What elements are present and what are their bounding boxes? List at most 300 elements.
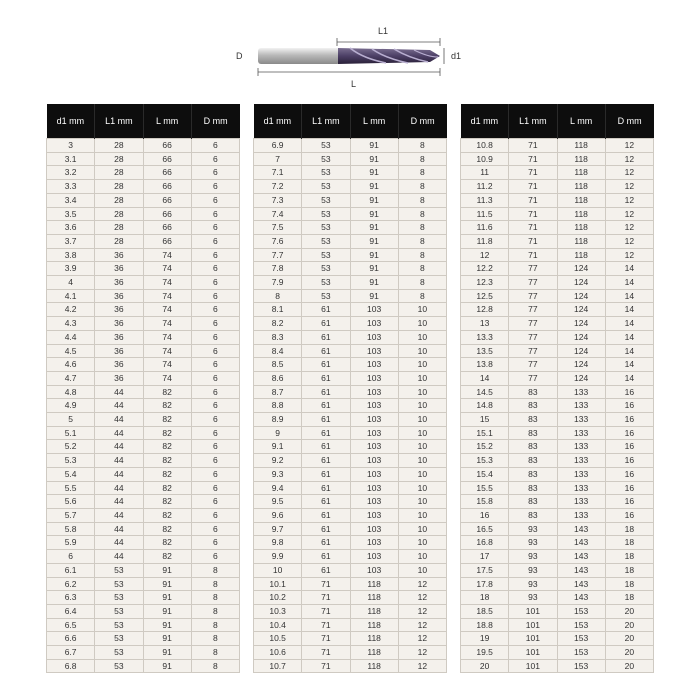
table-cell: 36	[95, 344, 143, 358]
table-row	[254, 166, 447, 180]
table-cell: 12	[398, 591, 446, 605]
table-cell: 118	[557, 193, 605, 207]
label-d: D	[236, 51, 243, 61]
table-row	[47, 330, 240, 344]
table-cell: 4.5	[47, 344, 95, 358]
table-cell: 10.5	[254, 632, 302, 646]
table-cell: 61	[302, 426, 350, 440]
table-cell: 61	[302, 495, 350, 509]
table-cell: 15.2	[461, 440, 509, 454]
table-cell: 6.2	[47, 577, 95, 591]
table-cell: 11.3	[461, 193, 509, 207]
table-cell: 91	[143, 646, 191, 660]
table-row	[254, 467, 447, 481]
table-cell: 28	[95, 234, 143, 248]
table-row	[461, 591, 654, 605]
table-cell: 77	[509, 358, 557, 372]
table-row	[461, 221, 654, 235]
table-cell: 44	[95, 467, 143, 481]
table-cell: 74	[143, 330, 191, 344]
table-cell: 91	[143, 604, 191, 618]
table-cell: 61	[302, 303, 350, 317]
table-row	[47, 317, 240, 331]
table-row	[461, 618, 654, 632]
table-cell: 44	[95, 536, 143, 550]
table-cell: 77	[509, 262, 557, 276]
table-cell: 8	[398, 289, 446, 303]
table-cell: 82	[143, 454, 191, 468]
table-row	[461, 276, 654, 290]
table-cell: 14	[605, 276, 653, 290]
table-cell: 16	[461, 508, 509, 522]
table-cell: 3.3	[47, 180, 95, 194]
table-cell: 3.2	[47, 166, 95, 180]
table-cell: 10.9	[461, 152, 509, 166]
table-cell: 82	[143, 413, 191, 427]
table-row	[254, 454, 447, 468]
table-row	[47, 659, 240, 673]
table-cell: 3.9	[47, 262, 95, 276]
column-header: d1 mm	[254, 104, 302, 139]
table-cell: 8	[398, 276, 446, 290]
table-cell: 118	[350, 646, 398, 660]
table-cell: 71	[509, 139, 557, 153]
table-row	[254, 234, 447, 248]
table-cell: 36	[95, 330, 143, 344]
table-row	[254, 563, 447, 577]
table-cell: 118	[350, 659, 398, 673]
table-row	[461, 317, 654, 331]
table-cell: 10	[398, 358, 446, 372]
label-l1: L1	[378, 26, 389, 36]
table-cell: 153	[557, 646, 605, 660]
table-row	[47, 385, 240, 399]
table-cell: 71	[509, 166, 557, 180]
table-cell: 10.2	[254, 591, 302, 605]
table-cell: 6.7	[47, 646, 95, 660]
table-cell: 28	[95, 166, 143, 180]
table-cell: 6	[191, 289, 239, 303]
table-cell: 8	[191, 563, 239, 577]
table-cell: 53	[302, 139, 350, 153]
table-cell: 53	[302, 248, 350, 262]
table-cell: 101	[509, 604, 557, 618]
table-row	[47, 481, 240, 495]
table-row	[461, 385, 654, 399]
table-cell: 103	[350, 330, 398, 344]
table-cell: 71	[302, 577, 350, 591]
table-row	[254, 591, 447, 605]
table-cell: 10	[398, 536, 446, 550]
table-cell: 103	[350, 508, 398, 522]
table-cell: 66	[143, 180, 191, 194]
table-cell: 8	[398, 152, 446, 166]
table-cell: 91	[350, 193, 398, 207]
table-cell: 71	[302, 618, 350, 632]
table-cell: 6	[191, 522, 239, 536]
table-cell: 91	[350, 262, 398, 276]
table-cell: 5.6	[47, 495, 95, 509]
table-cell: 18.5	[461, 604, 509, 618]
table-cell: 9.7	[254, 522, 302, 536]
drill-diagram	[0, 0, 700, 100]
table-cell: 36	[95, 248, 143, 262]
table-row	[47, 440, 240, 454]
table-row	[254, 426, 447, 440]
table-row	[47, 413, 240, 427]
table-cell: 3	[47, 139, 95, 153]
table-row	[254, 399, 447, 413]
table-cell: 6	[191, 221, 239, 235]
table-cell: 61	[302, 550, 350, 564]
table-cell: 10	[398, 317, 446, 331]
table-cell: 44	[95, 426, 143, 440]
table-cell: 3.6	[47, 221, 95, 235]
table-cell: 6	[191, 426, 239, 440]
table-cell: 44	[95, 522, 143, 536]
table-cell: 14	[605, 317, 653, 331]
table-cell: 9.8	[254, 536, 302, 550]
table-cell: 12	[398, 618, 446, 632]
table-cell: 53	[302, 234, 350, 248]
table-row	[47, 550, 240, 564]
table-cell: 14	[605, 344, 653, 358]
table-cell: 12	[605, 152, 653, 166]
table-cell: 61	[302, 454, 350, 468]
table-cell: 71	[509, 180, 557, 194]
table-row	[47, 248, 240, 262]
table-cell: 4.7	[47, 371, 95, 385]
table-cell: 103	[350, 358, 398, 372]
table-cell: 18	[605, 522, 653, 536]
table-row	[47, 632, 240, 646]
spec-table-1	[46, 104, 240, 673]
table-cell: 9.5	[254, 495, 302, 509]
spec-table-3	[460, 104, 654, 673]
table-cell: 133	[557, 467, 605, 481]
table-cell: 8	[191, 577, 239, 591]
table-cell: 103	[350, 371, 398, 385]
table-cell: 10	[398, 371, 446, 385]
table-row	[254, 221, 447, 235]
table-cell: 7.2	[254, 180, 302, 194]
table-cell: 6	[191, 358, 239, 372]
table-cell: 77	[509, 303, 557, 317]
table-cell: 11	[461, 166, 509, 180]
table-cell: 3.4	[47, 193, 95, 207]
table-cell: 143	[557, 577, 605, 591]
table-cell: 53	[95, 632, 143, 646]
table-cell: 44	[95, 385, 143, 399]
table-row	[254, 385, 447, 399]
table-row	[47, 139, 240, 153]
table-cell: 15.1	[461, 426, 509, 440]
table-cell: 53	[95, 563, 143, 577]
table-cell: 10	[398, 330, 446, 344]
table-cell: 91	[350, 166, 398, 180]
table-cell: 8.6	[254, 371, 302, 385]
table-cell: 13.8	[461, 358, 509, 372]
table-cell: 53	[95, 577, 143, 591]
table-cell: 103	[350, 426, 398, 440]
table-cell: 18	[605, 536, 653, 550]
table-cell: 44	[95, 481, 143, 495]
table-cell: 5.3	[47, 454, 95, 468]
table-cell: 82	[143, 440, 191, 454]
table-row	[254, 193, 447, 207]
table-cell: 12	[605, 248, 653, 262]
spec-table-2	[253, 104, 447, 673]
table-cell: 15.8	[461, 495, 509, 509]
column-header: L1 mm	[509, 104, 557, 139]
table-cell: 66	[143, 166, 191, 180]
table-cell: 71	[302, 604, 350, 618]
table-cell: 9.4	[254, 481, 302, 495]
table-cell: 61	[302, 344, 350, 358]
table-cell: 124	[557, 262, 605, 276]
table-row	[254, 632, 447, 646]
table-row	[254, 344, 447, 358]
table-cell: 103	[350, 399, 398, 413]
table-cell: 8.8	[254, 399, 302, 413]
table-cell: 10.3	[254, 604, 302, 618]
table-cell: 36	[95, 358, 143, 372]
table-cell: 20	[605, 659, 653, 673]
table-cell: 7.9	[254, 276, 302, 290]
table-cell: 82	[143, 508, 191, 522]
table-cell: 61	[302, 399, 350, 413]
table-cell: 5.1	[47, 426, 95, 440]
table-cell: 10	[398, 508, 446, 522]
table-cell: 91	[143, 591, 191, 605]
table-cell: 12.8	[461, 303, 509, 317]
table-cell: 82	[143, 522, 191, 536]
table-cell: 16.5	[461, 522, 509, 536]
table-row	[461, 563, 654, 577]
table-cell: 83	[509, 467, 557, 481]
table-row	[47, 221, 240, 235]
table-cell: 61	[302, 467, 350, 481]
table-cell: 16	[605, 440, 653, 454]
table-cell: 12	[605, 139, 653, 153]
table-cell: 124	[557, 344, 605, 358]
table-cell: 83	[509, 508, 557, 522]
table-row	[254, 495, 447, 509]
table-row	[461, 413, 654, 427]
table-cell: 83	[509, 481, 557, 495]
table-cell: 124	[557, 371, 605, 385]
table-cell: 44	[95, 550, 143, 564]
table-cell: 93	[509, 577, 557, 591]
table-cell: 8	[398, 166, 446, 180]
label-l: L	[351, 79, 357, 89]
table-cell: 93	[509, 536, 557, 550]
table-cell: 53	[302, 207, 350, 221]
table-cell: 53	[95, 591, 143, 605]
table-cell: 14	[605, 330, 653, 344]
table-cell: 28	[95, 180, 143, 194]
table-cell: 12	[605, 207, 653, 221]
table-cell: 66	[143, 234, 191, 248]
table-cell: 133	[557, 481, 605, 495]
table-cell: 12	[605, 221, 653, 235]
table-cell: 6.1	[47, 563, 95, 577]
table-cell: 6.5	[47, 618, 95, 632]
table-row	[254, 180, 447, 194]
table-cell: 6	[191, 467, 239, 481]
table-cell: 6	[191, 508, 239, 522]
table-cell: 118	[557, 166, 605, 180]
table-cell: 10	[398, 426, 446, 440]
table-cell: 103	[350, 522, 398, 536]
label-d1: d1	[451, 51, 462, 61]
table-cell: 4.8	[47, 385, 95, 399]
table-cell: 44	[95, 413, 143, 427]
table-cell: 4.2	[47, 303, 95, 317]
table-cell: 6	[191, 139, 239, 153]
table-cell: 6	[191, 276, 239, 290]
table-cell: 7.4	[254, 207, 302, 221]
table-row	[47, 262, 240, 276]
table-row	[461, 536, 654, 550]
table-row	[461, 152, 654, 166]
table-cell: 82	[143, 550, 191, 564]
table-cell: 9	[254, 426, 302, 440]
table-cell: 61	[302, 385, 350, 399]
table-row	[47, 152, 240, 166]
table-cell: 82	[143, 399, 191, 413]
table-row	[47, 522, 240, 536]
table-cell: 103	[350, 317, 398, 331]
table-cell: 8	[191, 632, 239, 646]
table-cell: 18	[461, 591, 509, 605]
table-row	[461, 248, 654, 262]
table-row	[461, 330, 654, 344]
table-cell: 5.8	[47, 522, 95, 536]
table-cell: 103	[350, 563, 398, 577]
table-cell: 83	[509, 385, 557, 399]
table-cell: 71	[302, 632, 350, 646]
table-cell: 103	[350, 440, 398, 454]
table-cell: 8.1	[254, 303, 302, 317]
table-cell: 9.2	[254, 454, 302, 468]
table-cell: 93	[509, 522, 557, 536]
table-cell: 133	[557, 413, 605, 427]
table-cell: 74	[143, 276, 191, 290]
table-cell: 8	[191, 591, 239, 605]
table-cell: 18	[605, 550, 653, 564]
table-cell: 3.8	[47, 248, 95, 262]
table-cell: 10	[398, 481, 446, 495]
table-cell: 61	[302, 508, 350, 522]
table-cell: 6	[191, 262, 239, 276]
table-cell: 118	[557, 180, 605, 194]
table-cell: 10	[398, 385, 446, 399]
table-cell: 77	[509, 276, 557, 290]
column-header: L mm	[557, 104, 605, 139]
table-cell: 6.9	[254, 139, 302, 153]
table-row	[461, 467, 654, 481]
table-row	[461, 522, 654, 536]
table-row	[254, 550, 447, 564]
table-cell: 10	[398, 399, 446, 413]
table-cell: 101	[509, 646, 557, 660]
table-cell: 19.5	[461, 646, 509, 660]
table-cell: 133	[557, 508, 605, 522]
table-cell: 14	[605, 371, 653, 385]
table-cell: 7.5	[254, 221, 302, 235]
table-cell: 91	[350, 248, 398, 262]
table-row	[47, 358, 240, 372]
table-cell: 10	[398, 303, 446, 317]
table-cell: 91	[143, 563, 191, 577]
table-cell: 103	[350, 467, 398, 481]
table-cell: 4.4	[47, 330, 95, 344]
table-cell: 9.3	[254, 467, 302, 481]
table-cell: 12	[398, 632, 446, 646]
table-row	[47, 577, 240, 591]
table-cell: 66	[143, 221, 191, 235]
table-cell: 15.5	[461, 481, 509, 495]
table-row	[461, 289, 654, 303]
table-cell: 6	[191, 413, 239, 427]
table-cell: 91	[350, 221, 398, 235]
table-row	[254, 604, 447, 618]
table-cell: 66	[143, 193, 191, 207]
table-row	[47, 536, 240, 550]
table-row	[47, 180, 240, 194]
table-cell: 36	[95, 289, 143, 303]
table-row	[461, 207, 654, 221]
table-row	[254, 289, 447, 303]
table-cell: 133	[557, 440, 605, 454]
table-row	[461, 166, 654, 180]
table-cell: 124	[557, 358, 605, 372]
table-cell: 118	[557, 234, 605, 248]
table-cell: 91	[143, 632, 191, 646]
table-cell: 53	[95, 618, 143, 632]
table-cell: 74	[143, 358, 191, 372]
table-cell: 143	[557, 522, 605, 536]
table-cell: 8.2	[254, 317, 302, 331]
table-cell: 118	[350, 604, 398, 618]
table-cell: 18.8	[461, 618, 509, 632]
table-header-row	[254, 104, 447, 139]
table-cell: 7.7	[254, 248, 302, 262]
table-cell: 10.4	[254, 618, 302, 632]
drill-shank	[258, 48, 340, 64]
table-row	[461, 454, 654, 468]
table-cell: 3.7	[47, 234, 95, 248]
table-cell: 16	[605, 508, 653, 522]
table-cell: 61	[302, 536, 350, 550]
table-cell: 12.3	[461, 276, 509, 290]
table-cell: 10.1	[254, 577, 302, 591]
table-cell: 8.3	[254, 330, 302, 344]
table-cell: 6	[191, 495, 239, 509]
table-cell: 6	[191, 193, 239, 207]
table-row	[461, 659, 654, 673]
table-cell: 9.9	[254, 550, 302, 564]
table-cell: 4.1	[47, 289, 95, 303]
table-cell: 53	[302, 262, 350, 276]
table-cell: 91	[350, 234, 398, 248]
table-cell: 36	[95, 371, 143, 385]
table-row	[461, 646, 654, 660]
table-cell: 74	[143, 248, 191, 262]
table-cell: 74	[143, 317, 191, 331]
table-cell: 53	[302, 180, 350, 194]
